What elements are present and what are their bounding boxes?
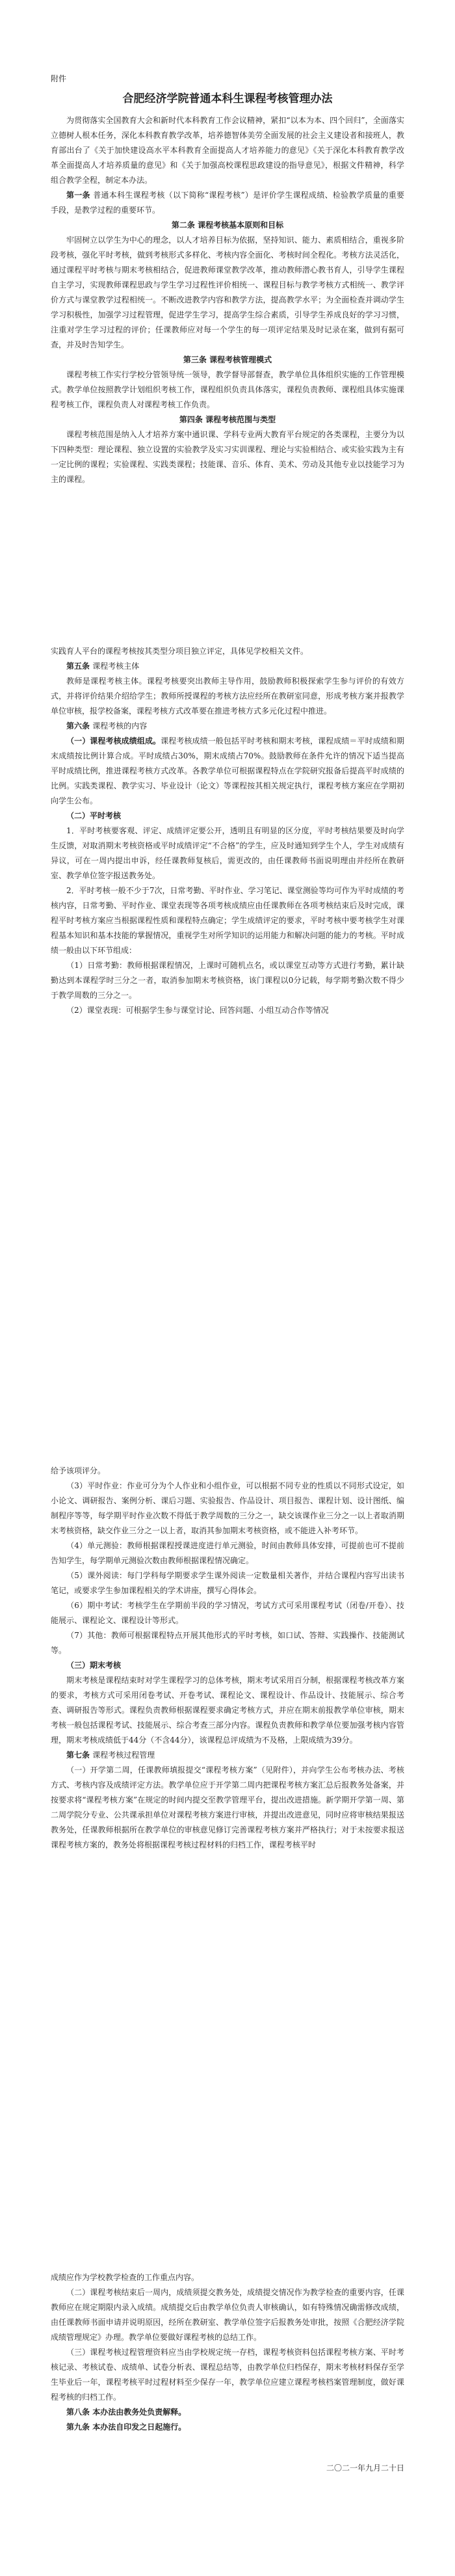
paragraph-text: 实践育人平台的课程考核按其类型分项目独立评定，具体见学校相关文件。 xyxy=(51,647,309,656)
paragraph-text: （6）期中考试：考核学生在学期前半段的学习情况，考试方式可采用课程考试（闭卷/开卷）、技能展示、课程论文、课程设计等形式。 xyxy=(51,1601,404,1625)
page-2-body xyxy=(51,644,404,1018)
paragraph xyxy=(51,1003,404,1018)
paragraph-text: （4）单元测验：教师根据课程授课进度进行单元测验，时间由教师具体安排，可提前也可不提前告知学生，每学期单元测验次数由教师根据课程情况确定。 xyxy=(51,1541,404,1565)
article-number: 第五条 xyxy=(66,662,93,671)
page-4 xyxy=(0,2270,455,2576)
paragraph-text: （二）课程考核结束后一周内，成绩须提交教务处，成绩提交情况作为教学检查的重要内容，任课教师应在规定期限内录入成绩。成绩提交后由教学单位负责人审核确认，如有特殊情况确需修改成绩，由任课教师书面申请并说明原因，经所在教研室、教学单位签字后报教务处审批，按照《合肥经济学院成绩管理规定》办理。教学单位要做好课程考核的总结工作。 xyxy=(51,2288,404,2342)
paragraph xyxy=(51,368,404,412)
page-3-body xyxy=(51,1464,404,1853)
section-heading: 第四条 课程考核范围与类型 xyxy=(179,415,276,424)
paragraph-text: 给予该项评分。 xyxy=(51,1466,106,1475)
paragraph xyxy=(51,233,404,353)
article-number: 第一条 xyxy=(66,191,94,200)
page-2 xyxy=(0,644,455,1386)
subsection-heading: （三）期末考核 xyxy=(66,1661,122,1670)
section-heading: 第三条 课程考核管理模式 xyxy=(183,355,272,364)
page-3 xyxy=(0,1464,455,2231)
article-number: 第六条 xyxy=(66,721,93,731)
paragraph-text: （5）课外阅读：每门学科每学期要求学生课外阅读一定数量相关著作，并结合课程内容写出读书笔记，或要求学生参加课程相关的学术讲座，撰写心得体会。 xyxy=(51,1571,404,1595)
paragraph-text: 为贯彻落实全国教育大会和新时代本科教育工作会议精神，紧扣“以本为本、四个回归”，全面落实立德树人根本任务，深化本科教育教学改革，培养德智体美劳全面发展的社会主义建设者和接班人，教育部出台了《关于加快建设高水平本科教育全面提高人才培养能力的意见》《关于深化本科教育教学改革全面提高人才培养质量的意见》和《关于加强高校课程思政建设的指导意见》，根据文件精神，科学组合教学全程，制定本办法。 xyxy=(51,116,404,185)
paragraph-text: 课程考核过程管理 xyxy=(92,1751,155,1760)
page-1 xyxy=(0,0,455,566)
paragraph xyxy=(51,1763,404,1853)
paragraph xyxy=(51,644,404,659)
paragraph xyxy=(51,2405,404,2420)
paragraph xyxy=(51,809,404,824)
paragraph xyxy=(51,824,404,883)
paragraph xyxy=(51,659,404,674)
paragraph xyxy=(51,958,404,1003)
paragraph-text: 2．平时考核一般不少于7次，日常考勤、平时作业、学习笔记、课堂测验等均可作为平时成绩的考核内容，日常考勤、平时作业、课堂表现等各项考核成绩应由任课教师在各项考核结束后及时完成，课程平时考核方案应当根据课程性质和课程特点确定；学生成绩评定的要求，平时考核中要考核学生对课程基本知识和基本技能的掌握情况，重视学生对所学知识的运用能力和解决问题的能力的考核。平时成绩一般由以下环节组成： xyxy=(51,886,404,955)
paragraph-text: 课程考核的内容 xyxy=(92,721,148,731)
paragraph xyxy=(51,1538,404,1568)
section-heading: 第二条 课程考核基本原则和目标 xyxy=(171,221,284,230)
paragraph-text: 课程考核范围是纳入人才培养方案中通识课、学科专业两大教育平台规定的各类课程，主要分为以下四种类型：理论课程、独立设置的实验教学及实习实训课程、理论与实验相结合、或实验实践为主有一定比例的课程；实验课程、实践类课程；技能课、音乐、体育、美术、劳动及其他专业以技能学习为主的课程。 xyxy=(51,430,404,484)
page-4-body xyxy=(51,2270,404,2476)
paragraph xyxy=(51,734,404,809)
paragraph xyxy=(51,1628,404,1658)
paragraph xyxy=(51,1658,404,1673)
paragraph xyxy=(51,2270,404,2285)
paragraph xyxy=(51,1748,404,1763)
paragraph-text: （一）开学第二周，任课教师填报提交“课程考核方案”（见附件），并向学生公布考核办法、考核方式、考核内容及成绩评定方法。教学单位应于开学第二周内把课程考核方案汇总后报教务处备案，并按要求将“课程考核方案”在规定的时间内提交至教学管理平台，提出改进措施。新学期开学第一周、第二周学院分专业、公共课承担单位对课程考核方案进行审核，并提出改进意见，同时应将审核结果报送教务处，任课教师根据所在教学单位的审核意见修订完善课程考核方案并严格执行；对于未按要求报送课程考核方案的，教务处将根据课程考核过程材料的归档工作，课程考核平时 xyxy=(51,1765,404,1849)
paragraph-text: 课程考核工作实行学校分管领导统一领导，教学督导部督查，教学单位具体组织实施的工作管理模式。教学单位按照教学计划组织考核工作，课程组织负责具体落实，课程负责教师、课程组具体实施课程考核工作，课程负责人对课程考核工作负责。 xyxy=(51,370,404,409)
page-1-body xyxy=(51,113,404,487)
document-title: 合肥经济学院普通本科生课程考核管理办法 xyxy=(122,92,333,105)
paragraph-text: （2）课堂表现：可根据学生参与课堂讨论、回答问题、小组互动合作等情况 xyxy=(66,1006,329,1015)
subsection-heading: （二）平时考核 xyxy=(66,811,122,820)
paragraph-text: （7）其他：教师可根据课程特点开展其他形式的平时考核，如口试、答辩、实践操作、技能测试等。 xyxy=(51,1631,404,1655)
paragraph xyxy=(51,427,404,487)
paragraph xyxy=(51,188,404,218)
paragraph xyxy=(51,1479,404,1538)
paragraph xyxy=(51,113,404,188)
paragraph xyxy=(51,719,404,734)
paragraph-text: 期末考核是课程结束时对学生课程学习的总体考核，期末考试采用百分制，根据课程考核改革方案的要求，考核方式可采用闭卷考试、开卷考试、课程论文、课程设计、作品设计、技能展示、综合考查、调研报告等形式。课程负责教师根据课程要求确定考核方式，并应在期末前报教学单位审核，期末考核一般包括课程考试、技能展示、综合考查三部分内容。课程负责教师和教学单位要加强考核内容管理，期末考核成绩低于44分（不含44分），该课程总评成绩为不及格，上限成绩为39分。 xyxy=(51,1676,404,1745)
paragraph-text: （3）平时作业：作业可分为个人作业和小组作业，可以根据不同专业的性质以不同形式设定，如小论文、调研报告、案例分析、课后习题、实验报告、作品设计、项目报告、课程计划、设计图纸、编制程序等等，每学期平时作业次数不得低于教学周数的三分之一，缺交该课作业三分之一以上者取消期末考核资格，缺交作业三分之一以上者，取消其参加期末考核资格，或不能进入补考环节。 xyxy=(51,1481,404,1535)
signature-date: 二〇二一年九月二十日 xyxy=(326,2463,404,2473)
paragraph-text: 本办法自印发之日起施行。 xyxy=(92,2422,187,2432)
paragraph xyxy=(51,1464,404,1479)
attachment-label: 附件 xyxy=(51,74,67,83)
paragraph-text: 本办法由教务处负责解释。 xyxy=(92,2408,187,2417)
article-number: 第九条 xyxy=(66,2422,93,2432)
paragraph-text: （三）课程考核过程管理资料应当由学校规定统一存档，课程考核资料包括课程考核方案、平时考核记录、考核试卷、成绩单、试卷分析表、课程总结等，由教学单位归档保存，期末考核材料保存至学生毕业后一年，课程考核平时过程材料至少保存一年，教学单位应建立课程考核档案管理制度，做好课程考核的归档工作。 xyxy=(51,2348,404,2402)
paragraph-text: 课程考核主体 xyxy=(92,662,140,671)
article-number: 第八条 xyxy=(66,2408,93,2417)
paragraph-text: 牢固树立以学生为中心的理念，以人才培养目标为依据，坚持知识、能力、素质相结合，重视多阶段考核，强化平时考核，做到考核形式多样化、考核内容全面化、考核时间全程化。考核方法灵活化，通过课程平时考核与期末考核相结合，促进教师课堂教学改革，推动教师潜心教书育人，引导学生课程自主学习，实现教师课程思政与学生学习过程性评价相统一、课程目标与教学考核方式相统一、教学评价方式与课堂教学过程相统一。不断改进教学内容和教学方法，提高教学水平；为全面检查并调动学生学习积极性，加强学习过程管理，促进学生学习，提高学生综合素质，引导学生养成良好的学习习惯，注重对学生学习过程的评价；任课教师应对每一个学生的每一项评定结果及时记录在案，做到有据可查，并及时告知学生。 xyxy=(51,235,404,349)
subsection-heading: （一）课程考核成绩组成。 xyxy=(66,736,161,745)
paragraph xyxy=(51,2345,404,2405)
paragraph-text: 教师是课程考核主体。课程考核要突出教师主导作用，鼓励教师积极探索学生参与评价的有效方式，并将评价结果介绍给学生；教师所授课程的考核方法应经所在教研室同意，形成考核方案并报教学单位审核，报学校备案，课程考核方式改革要在推进考核方式多元化过程中推进。 xyxy=(51,677,404,716)
paragraph xyxy=(51,2285,404,2345)
paragraph xyxy=(51,1673,404,1748)
paragraph xyxy=(51,1598,404,1628)
paragraph-text: 1．平时考核要客观、评定、成绩评定要公开，透明且有明显的区分度，平时考核结果要及时向学生反馈，对取消期末考核资格或平时成绩评定“不合格”的学生，应及时通知到学生个人，学生对成绩有异议，可在一周内提出申诉，经任课教师复核后，需更改的，由任课教师书面说明理由并经所在教研室、教学单位签字报送教务处。 xyxy=(51,826,404,880)
paragraph xyxy=(51,1568,404,1598)
paragraph xyxy=(51,674,404,719)
article-number: 第七条 xyxy=(66,1751,93,1760)
paragraph-text: （1）日常考勤：教师根据课程情况，上课时可随机点名，或以课堂互动等方式进行考勤，累计缺勤达到本课程学时三分之一者，取消参加期末考核资格，该门课程以0分记载，每学期考勤次数不得少于教学周数的三分之一。 xyxy=(51,961,404,1000)
paragraph-text: 普通本科生课程考核（以下简称“课程考核”）是评价学生课程成绩、检验教学质量的重要手段，是教学过程的重要环节。 xyxy=(51,191,404,215)
paragraph xyxy=(51,2420,404,2435)
paragraph xyxy=(51,883,404,958)
paragraph-text: 成绩应作为学校教学检查的工作重点内容。 xyxy=(51,2273,200,2282)
paragraph-text: 课程考核成绩一般包括平时考核和期末考核，课程成绩＝平时成绩和期末成绩按比例计算合成。平时成绩占30%，期末成绩占70%。鼓励教师在条件允许的情况下适当提高平时成绩比例，推进课程考核方式改革。各教学单位可根据课程特点在学院研究报备后提高平时成绩的比例。实践类课程、教学实习、毕业设计（论文）等课程按其相关规定执行，课程考核方案应在学期初向学生公布。 xyxy=(51,736,404,805)
